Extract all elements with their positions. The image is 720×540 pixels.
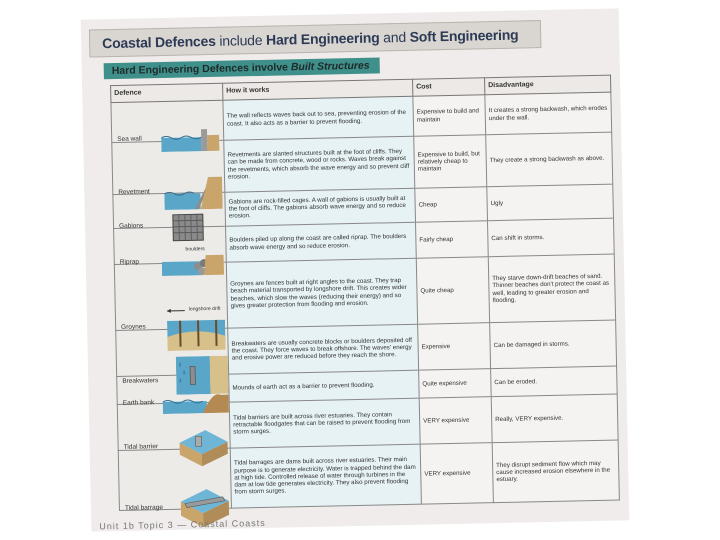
title-part: Coastal Defences xyxy=(102,32,216,52)
earth-bank-icon xyxy=(163,390,229,413)
cost-cell: Expensive to build, but relatively cheap to maintain xyxy=(414,135,487,188)
boulders-label: boulders xyxy=(185,245,205,253)
groynes-icon xyxy=(167,305,226,350)
cost-cell: Cheap xyxy=(415,187,488,223)
how-it-works-cell: The wall reflects waves back out to sea, preventing erosion of the coast. It also acts as a barrier to prevent flooding. xyxy=(223,96,414,140)
disadvantage-cell: They starve down-drift beaches of sand. Thinner beaches don't protect the coast as well, leading to greater erosion and flooding. xyxy=(488,254,615,323)
cost-cell: Fairly cheap xyxy=(416,221,489,258)
disadvantage-cell: Can be damaged in storms. xyxy=(490,320,617,369)
disadvantage-cell: Can shift in storms. xyxy=(487,218,614,257)
defence-name: Groynes xyxy=(121,322,146,331)
title-part: Hard Engineering xyxy=(265,29,380,48)
cost-cell: Quite cheap xyxy=(416,257,489,324)
section-heading-banner xyxy=(104,57,380,79)
how-it-works-cell: Tidal barrages are dams built across river estuaries. Their main purpose is to generate electricity. Water is trapped behind the dam at high tide. Controlled release of water through turbines in the dam at low tide generates electricity. They also prevent flooding from storm surges. xyxy=(230,444,421,508)
cost-cell: Expensive xyxy=(418,323,491,370)
how-it-works-cell: Boulders piled up along the coast are called riprap. The boulders absorb wave energy and so reduce erosion. xyxy=(226,222,417,262)
disadvantage-cell: Ugly xyxy=(487,184,614,221)
disadvantage-cell: It creates a strong backwash, which erodes under the wall. xyxy=(485,92,612,135)
sea-wall-icon xyxy=(161,126,219,151)
title-part: and xyxy=(379,28,410,46)
defence-cell xyxy=(111,100,224,142)
textbook-page xyxy=(81,8,630,531)
revetment-icon xyxy=(164,172,223,209)
how-it-works-cell: Mounds of earth act as a barrier to prevent flooding. xyxy=(229,370,420,402)
page-title xyxy=(102,27,519,52)
disadvantage-cell: Really, VERY expensive. xyxy=(491,394,618,443)
disadvantage-cell: They create a strong backwash as above. xyxy=(486,132,613,187)
title-part: Soft Engineering xyxy=(409,26,519,45)
defence-name: Tidal barrage xyxy=(124,503,164,512)
how-it-works-cell: Groynes are fences built at right angles to the coast. They trap beach material transported by longshore drift. This creates wider beaches, which slow the waves (reducing their energy) and so gives greater protection from flooding and erosion. xyxy=(226,258,417,328)
defence-name: Riprap xyxy=(119,258,140,266)
riprap-boulders-icon xyxy=(162,250,224,275)
section-heading xyxy=(112,60,370,77)
how-it-works-cell: Breakwaters are usually concrete blocks or boulders deposited off the coast. They force waves to break offshore. The waves' energy and erosive power are reduced before they reach the shore. xyxy=(228,324,419,374)
defence-name: Revetment xyxy=(118,187,150,196)
defence-name: Sea wall xyxy=(117,134,142,143)
heading-part: Built Structures xyxy=(290,59,370,74)
defence-name: Gabions xyxy=(118,221,144,230)
how-it-works-cell: Gabions are rock-filled cages. A wall of gabions is usually built at the foot of cliffs. The gabions absorb wave energy and so reduce erosion. xyxy=(225,188,416,226)
heading-part: Hard Engineering Defences involve xyxy=(111,61,292,78)
cost-cell: Quite expensive xyxy=(419,369,492,399)
column-header-disadvantage: Disadvantage xyxy=(485,75,611,95)
how-it-works-cell: Tidal barriers are built across river estuaries. They contain retractable floodgates that can be raised to prevent flooding from storm surges. xyxy=(229,398,420,448)
defence-name: Earth bank xyxy=(122,398,155,407)
title-part: include xyxy=(215,31,267,49)
page-title-banner xyxy=(89,20,541,57)
how-it-works-cell: Revetments are slanted structures built at the foot of cliffs. They can be made from concrete, wood or rocks. Waves break against the revetments, which absorb the wave energy and so prevent cliff erosion. xyxy=(224,136,415,192)
hard-engineering-table xyxy=(110,75,620,511)
cost-cell: VERY expensive xyxy=(420,443,493,504)
disadvantage-cell: They disrupt sediment flow which may cause increased erosion elsewhere in the estuary. xyxy=(492,440,619,503)
cost-cell: VERY expensive xyxy=(419,397,492,444)
gabion-cage-icon xyxy=(169,211,208,242)
column-header-cost: Cost xyxy=(413,78,485,97)
disadvantage-cell: Can be eroded. xyxy=(491,366,618,397)
tidal-barrier-icon xyxy=(175,427,230,468)
longshore-drift-label: longshore drift xyxy=(188,305,221,312)
column-header-defence: Defence xyxy=(111,83,223,102)
defence-name: Tidal barrier xyxy=(123,442,159,451)
breakwater-icon xyxy=(176,355,229,394)
page-footer: Unit 1b Topic 3 — Coastal Coasts xyxy=(99,517,266,532)
column-header-how: How it works xyxy=(223,79,413,100)
cost-cell: Expensive to build and maintain xyxy=(413,95,486,136)
defence-name: Breakwaters xyxy=(122,376,159,385)
